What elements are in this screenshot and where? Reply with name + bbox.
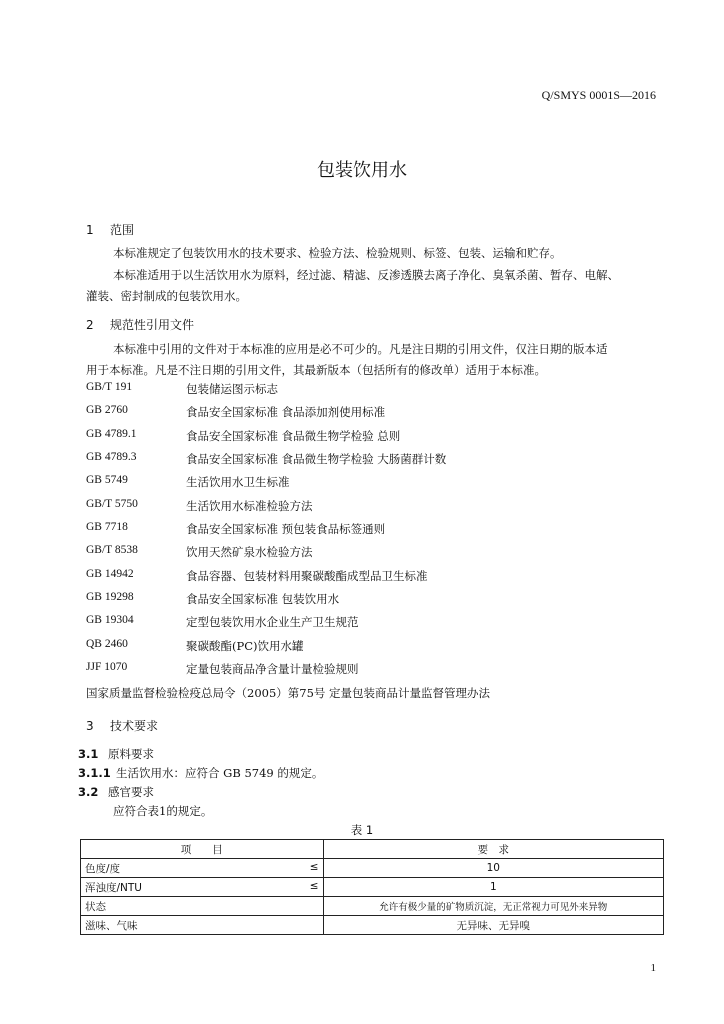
subsection-3-2-text: 应符合表1的规定。 <box>113 804 213 818</box>
ref-code: GB 14942 <box>86 568 134 580</box>
ref-code: GB 2760 <box>86 404 128 416</box>
ref-title: 定型包装饮用水企业生产卫生规范 <box>186 615 359 629</box>
ref-title: 食品安全国家标准 食品添加剂使用标准 <box>186 405 386 419</box>
ref-title: 包装储运图示标志 <box>186 382 278 396</box>
subsection-3-1-1 <box>78 765 323 781</box>
section-number: 3 <box>86 719 94 733</box>
ref-code: GB 4789.3 <box>86 451 137 463</box>
relation-symbol: ≤ <box>309 879 319 892</box>
subsection-number: 3.1 <box>78 747 99 761</box>
ref-code: JJF 1070 <box>86 661 128 673</box>
ref-title: 食品安全国家标准 包装饮用水 <box>186 592 340 606</box>
table-row <box>81 897 664 916</box>
ref-title: 聚碳酸酯(PC)饮用水罐 <box>186 639 304 653</box>
relation-symbol: ≤ <box>309 860 319 873</box>
table-caption: 表 1 <box>350 823 374 837</box>
ref-title: 饮用天然矿泉水检验方法 <box>186 545 313 559</box>
section-2-paragraph-line-1: 本标准中引用的文件对于本标准的应用是必不可少的。凡是注日期的引用文件，仅注日期的版本适 <box>113 342 608 356</box>
decree-reference: 国家质量监督检验检疫总局令（2005）第75号 定量包装商品计量监督管理办法 <box>86 686 491 700</box>
table-cell-requirement: 允许有极少量的矿物质沉淀，无正常视力可见外来异物 <box>323 897 663 916</box>
ref-title: 食品安全国家标准 预包装食品标签通则 <box>186 522 386 536</box>
ref-code: QB 2460 <box>86 638 128 650</box>
section-number: 1 <box>86 223 94 237</box>
section-title: 技术要求 <box>110 719 159 733</box>
ref-title: 食品安全国家标准 食品微生物学检验 总则 <box>186 429 401 443</box>
table-row <box>81 859 664 878</box>
document-title: 包装饮用水 <box>317 160 407 181</box>
table-header-item: 项 目 <box>81 840 324 859</box>
subsection-number: 3.1.1 <box>78 766 111 780</box>
table-cell-requirement: 1 <box>323 878 663 897</box>
table-header-requirement: 要 求 <box>323 840 663 859</box>
subsection-title: 原料要求 <box>108 747 154 761</box>
table-row <box>81 916 664 935</box>
standard-code: Q/SMYS 0001S—2016 <box>541 88 656 102</box>
section-2-paragraph-line-2: 用于本标准。凡是不注日期的引用文件，其最新版本（包括所有的修改单）适用于本标准。 <box>86 363 546 377</box>
ref-code: GB 19298 <box>86 591 134 603</box>
subsection-3-2-heading <box>78 784 154 800</box>
ref-title: 定量包装商品净含量计量检验规则 <box>186 662 359 676</box>
ref-code: GB 19304 <box>86 614 134 626</box>
section-1-paragraph-1: 本标准规定了包装饮用水的技术要求、检验方法、检验规则、标签、包装、运输和贮存。 <box>113 246 562 260</box>
section-1-paragraph-2-line-1: 本标准适用于以生活饮用水为原料，经过滤、精滤、反渗透膜去离子净化、臭氧杀菌、暂存、电解、 <box>113 268 619 282</box>
ref-title: 食品安全国家标准 食品微生物学检验 大肠菌群计数 <box>186 452 447 466</box>
table-cell-item <box>81 916 324 935</box>
page-number: 1 <box>650 962 656 974</box>
ref-code: GB 4789.1 <box>86 428 137 440</box>
table-cell-item <box>81 878 324 897</box>
section-1-paragraph-2-line-2: 灌装、密封制成的包装饮用水。 <box>86 289 247 303</box>
item-label: 色度/度 <box>85 862 121 875</box>
sensory-requirements-table <box>80 839 664 935</box>
item-label: 滋味、气味 <box>85 919 138 932</box>
table-row <box>81 878 664 897</box>
table-cell-requirement: 10 <box>323 859 663 878</box>
table-cell-item <box>81 859 324 878</box>
ref-code: GB 5749 <box>86 474 128 486</box>
item-label: 浑浊度/NTU <box>85 881 142 894</box>
subsection-text: ：应符合 GB 5749 的规定。 <box>173 766 324 780</box>
subsection-number: 3.2 <box>78 785 99 799</box>
ref-title: 生活饮用水卫生标准 <box>186 475 290 489</box>
subsection-title: 生活饮用水 <box>116 766 174 780</box>
table-header-row <box>81 840 664 859</box>
subsection-3-1-heading <box>78 746 154 762</box>
section-title: 范围 <box>110 223 135 237</box>
section-1-heading <box>86 221 134 238</box>
section-number: 2 <box>86 318 94 332</box>
table-cell-item <box>81 897 324 916</box>
ref-title: 生活饮用水标准检验方法 <box>186 499 313 513</box>
section-2-heading <box>86 316 194 333</box>
subsection-title: 感官要求 <box>108 785 154 799</box>
ref-code: GB/T 191 <box>86 381 133 393</box>
ref-code: GB/T 5750 <box>86 498 138 510</box>
table-cell-requirement: 无异味、无异嗅 <box>323 916 663 935</box>
ref-title: 食品容器、包装材料用聚碳酸酯成型品卫生标准 <box>186 569 428 583</box>
item-label: 状态 <box>85 900 106 913</box>
ref-code: GB/T 8538 <box>86 544 138 556</box>
ref-code: GB 7718 <box>86 521 128 533</box>
section-title: 规范性引用文件 <box>110 318 195 332</box>
section-3-heading <box>86 717 158 734</box>
